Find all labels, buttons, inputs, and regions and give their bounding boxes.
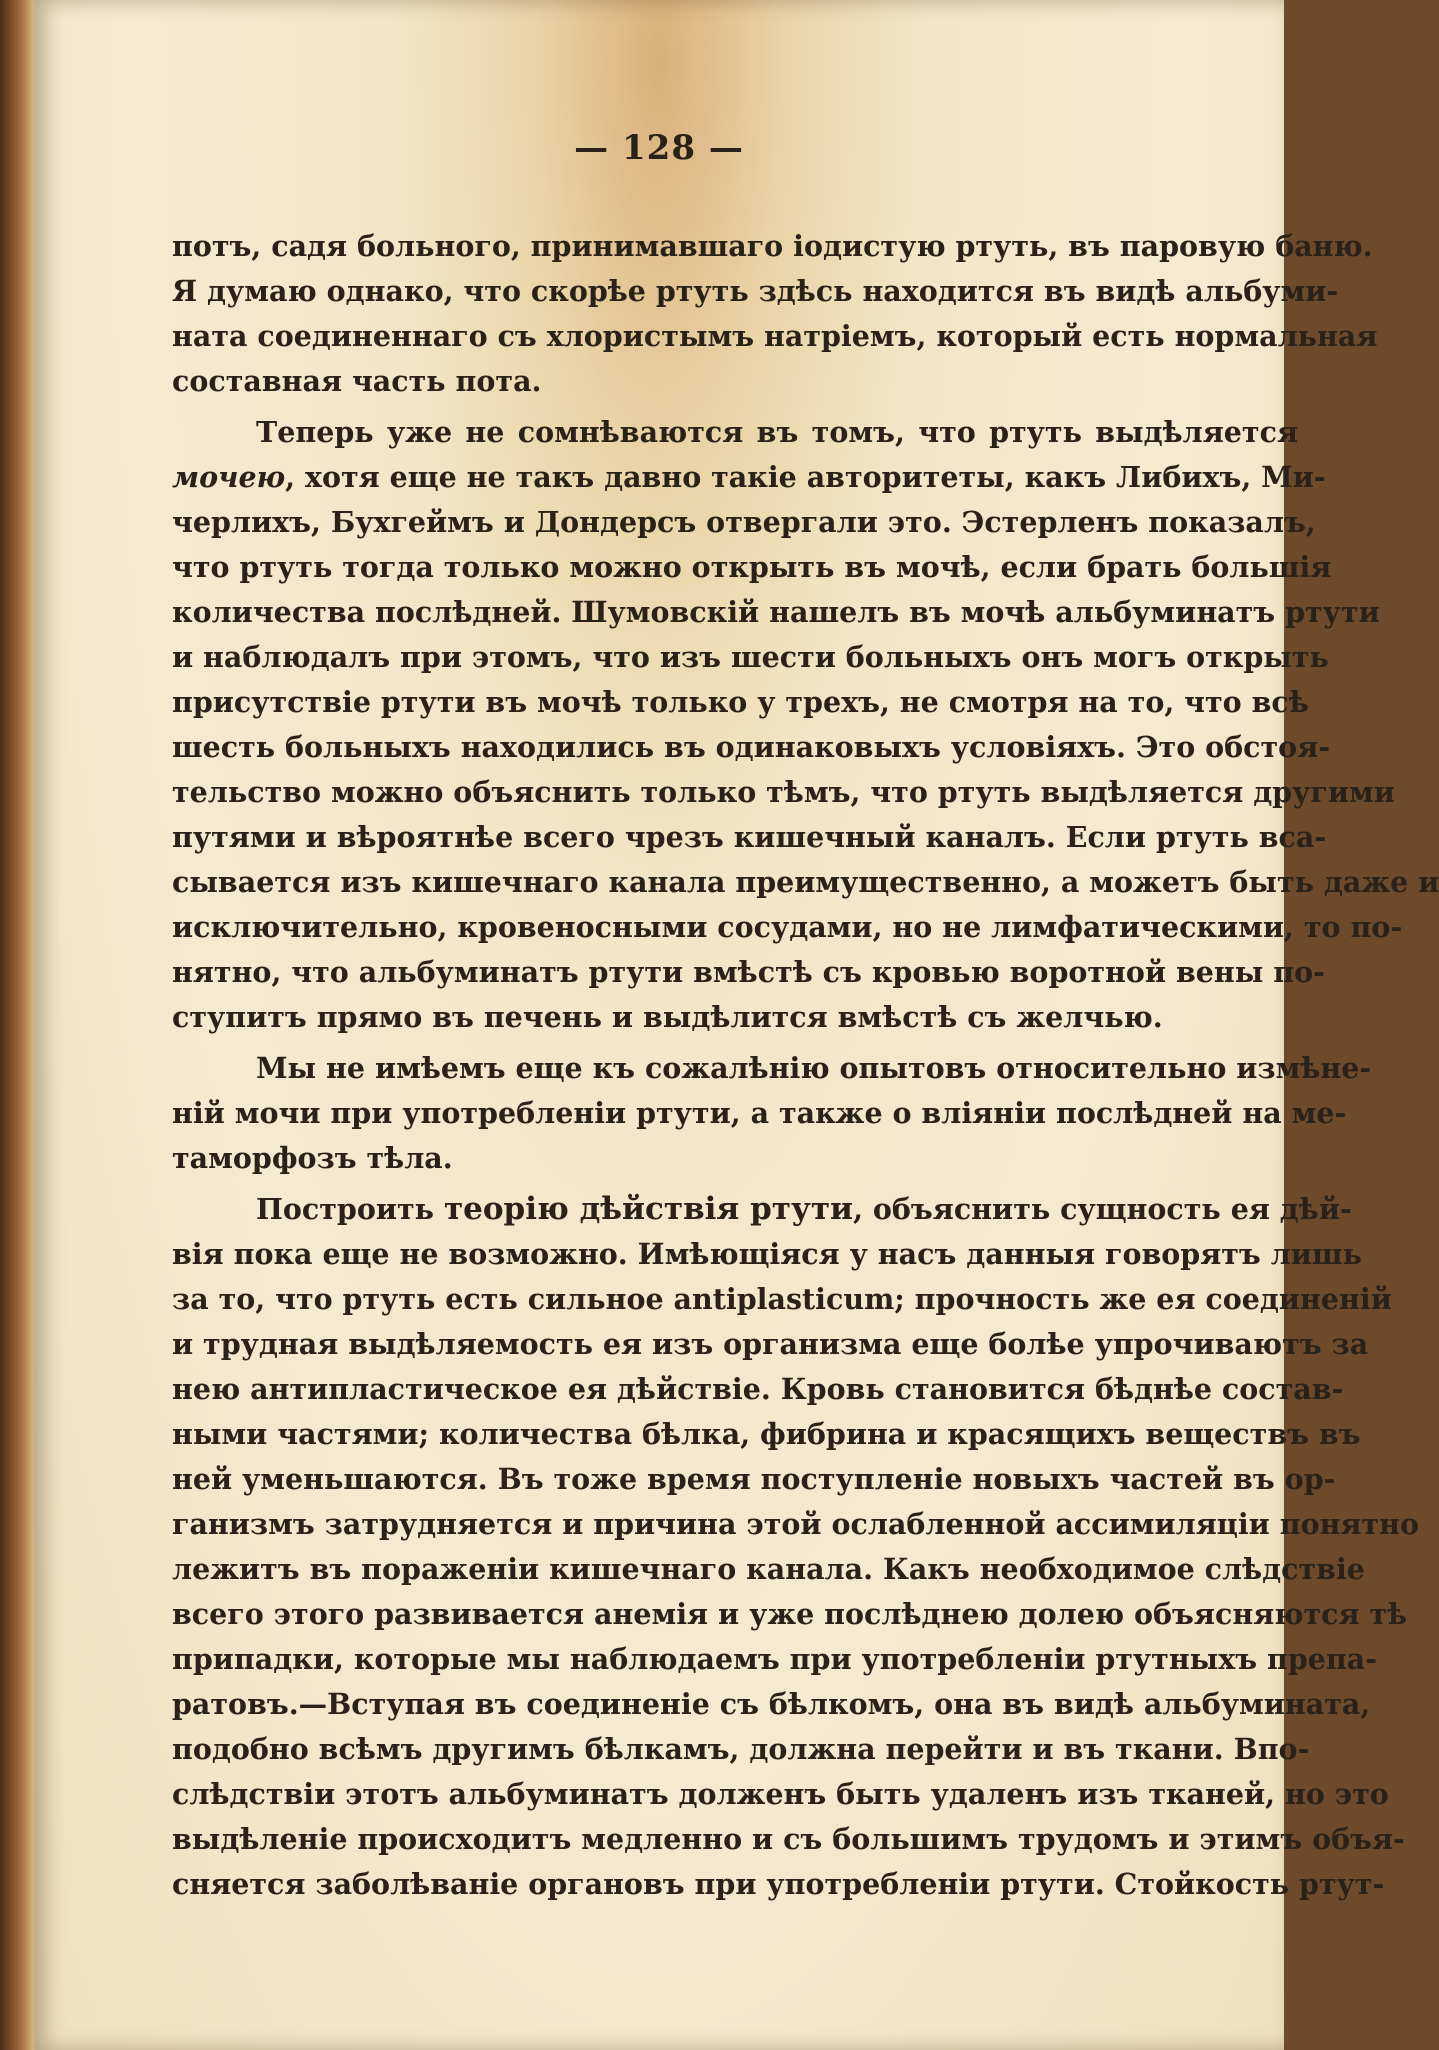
text-line: ната соединеннаго съ хлористымъ натріемъ, который есть нормальная bbox=[172, 319, 1378, 353]
text-line: нею антипластическое ея дѣйствіе. Кровь становится бѣднѣе состав- bbox=[172, 1372, 1344, 1406]
text-line: сняется заболѣваніе органовъ при употребленіи ртути. Стойкость ртут- bbox=[172, 1867, 1385, 1901]
text-line: припадки, которые мы наблюдаемъ при употребленіи ртутныхъ препа- bbox=[172, 1642, 1378, 1676]
text-line: и трудная выдѣляемость ея изъ организма еще болѣе упрочиваютъ за bbox=[172, 1327, 1369, 1361]
page-number: — 128 — bbox=[574, 128, 744, 168]
text-line: ратовъ.—Вступая въ соединеніе съ бѣлкомъ, она въ видѣ альбумината, bbox=[172, 1687, 1371, 1721]
italic-term: мочею bbox=[172, 460, 286, 494]
book-page bbox=[34, 0, 1439, 2050]
text-line: Теперь уже не сомнѣваются въ томъ, что ртуть выдѣляется bbox=[256, 415, 1298, 449]
text-line: вія пока еще не возможно. Имѣющіяся у насъ данныя говорятъ лишь bbox=[172, 1237, 1362, 1271]
text-line: что ртуть тогда только можно открыть въ мочѣ, если брать большія bbox=[172, 550, 1332, 584]
body-text bbox=[172, 224, 1439, 1907]
text-line: выдѣленіе происходитъ медленно и съ большимъ трудомъ и этимъ объя- bbox=[172, 1822, 1405, 1856]
text-line: ганизмъ затрудняется и причина этой ослабленной ассимиляціи понятно bbox=[172, 1507, 1420, 1541]
text-line: Я думаю однако, что скорѣе ртуть здѣсь находится въ видѣ альбуми- bbox=[172, 274, 1339, 308]
text-line: Построить теорію дѣйствія ртути, объяснить сущность ея дѣй- bbox=[256, 1191, 1352, 1227]
text-line: шесть больныхъ находились въ одинаковыхъ условіяхъ. Это обстоя- bbox=[172, 730, 1331, 764]
bold-term: теорію дѣйствія ртути bbox=[443, 1191, 854, 1227]
text-line: и наблюдалъ при этомъ, что изъ шести больныхъ онъ могъ открыть bbox=[172, 640, 1329, 674]
text-line: потъ, садя больного, принимавшаго іодистую ртуть, въ паровую баню. bbox=[172, 229, 1373, 263]
text-line: лежитъ въ пораженіи кишечнаго канала. Какъ необходимое слѣдствіе bbox=[172, 1552, 1365, 1586]
text-line: тельство можно объяснить только тѣмъ, что ртуть выдѣляется другими bbox=[172, 775, 1395, 809]
book-spine bbox=[0, 0, 34, 2050]
text-line: присутствіе ртути въ мочѣ только у трехъ, не смотря на то, что всѣ bbox=[172, 685, 1309, 719]
text-line: мочею, хотя еще не такъ давно такіе авторитеты, какъ Либихъ, Ми- bbox=[172, 460, 1326, 494]
text-line: подобно всѣмъ другимъ бѣлкамъ, должна перейти и въ ткани. Впо- bbox=[172, 1732, 1310, 1766]
text-line: сывается изъ кишечнаго канала преимущественно, а можетъ быть даже и bbox=[172, 865, 1439, 899]
text-line: ней уменьшаются. Въ тоже время поступленіе новыхъ частей въ ор- bbox=[172, 1462, 1336, 1496]
text-line: за то, что ртуть есть сильное antiplasticum; прочность же ея соединеній bbox=[172, 1282, 1392, 1316]
text-line: ступитъ прямо въ печень и выдѣлится вмѣстѣ съ желчью. bbox=[172, 1000, 1163, 1034]
text-line: составная часть пота. bbox=[172, 364, 542, 398]
text-line: ными частями; количества бѣлка, фибрина и красящихъ веществъ въ bbox=[172, 1417, 1361, 1451]
text-line: исключительно, кровеносными сосудами, но не лимфатическими, то по- bbox=[172, 910, 1403, 944]
text-line: черлихъ, Бухгеймъ и Дондерсъ отвергали это. Эстерленъ показалъ, bbox=[172, 505, 1316, 539]
text-line: Мы не имѣемъ еще къ сожалѣнію опытовъ относительно измѣне- bbox=[256, 1051, 1372, 1085]
text-line: нятно, что альбуминатъ ртути вмѣстѣ съ кровью воротной вены по- bbox=[172, 955, 1325, 989]
text-line: путями и вѣроятнѣе всего чрезъ кишечный каналъ. Если ртуть вса- bbox=[172, 820, 1327, 854]
text-line: слѣдствіи этотъ альбуминатъ долженъ быть удаленъ изъ тканей, но это bbox=[172, 1777, 1389, 1811]
text-line: ній мочи при употребленіи ртути, а также о вліяніи послѣдней на ме- bbox=[172, 1096, 1347, 1130]
text-line: всего этого развивается анемія и уже послѣднею долею объясняются тѣ bbox=[172, 1597, 1408, 1631]
text-line: таморфозъ тѣла. bbox=[172, 1141, 453, 1175]
text-line: количества послѣдней. Шумовскій нашелъ въ мочѣ альбуминатъ ртути bbox=[172, 595, 1380, 629]
